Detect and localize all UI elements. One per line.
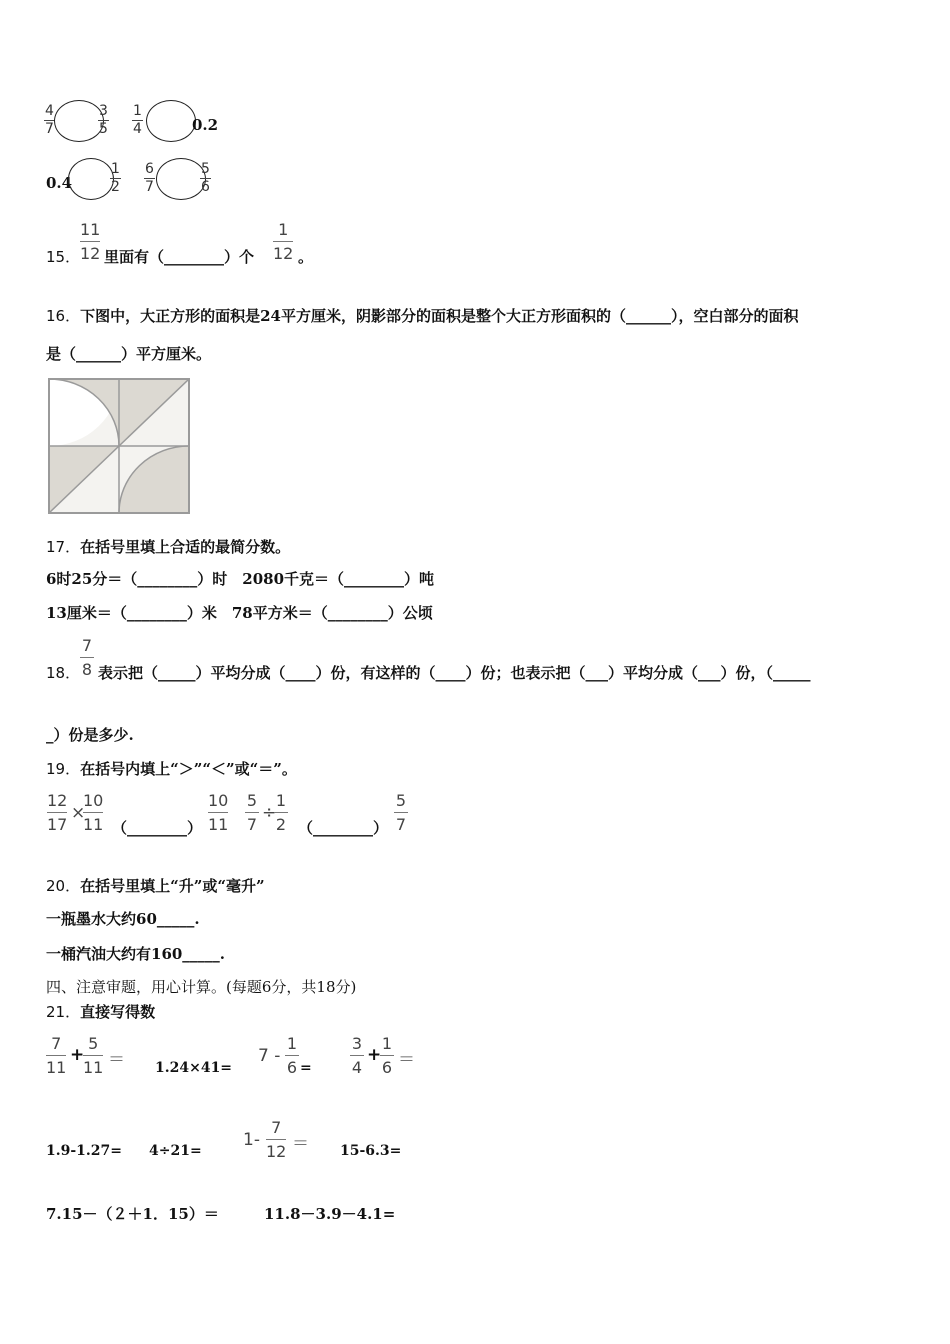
fraction: 5 6 (201, 161, 210, 195)
question-number: 17． (46, 538, 81, 556)
fraction: 1 2 (275, 791, 287, 834)
calc-item: 7.15－（２＋1．15）＝ (46, 1205, 219, 1223)
question-text: 表示把（_____）平均分成（____）份，有这样的（____）份；也表示把（___）平均分成（___）份，（_____ (98, 664, 811, 682)
fraction: 1 4 (133, 103, 142, 137)
expression-prefix: 7 - (258, 1046, 281, 1066)
question-text: 下图中，大正方形的面积是24平方厘米，阴影部分的面积是整个大正方形面积的（______），空白部分的面积 (80, 307, 799, 325)
question-text: 直接写得数 (80, 1003, 156, 1021)
value-text: 0.4 (46, 174, 73, 192)
question-text: 在括号里填上“升”或“毫升” (80, 877, 265, 895)
fraction: 1 6 (381, 1034, 393, 1077)
calc-item: 1.9-1.27= (46, 1143, 122, 1159)
equals: = (300, 1060, 312, 1076)
question-number: 19． (46, 760, 81, 778)
fraction: 5 7 (246, 791, 258, 834)
question-number: 21． (46, 1003, 81, 1021)
square-figure (47, 377, 191, 515)
operator: + (367, 1045, 382, 1065)
question-text: 。 (298, 248, 314, 266)
question-text: 里面有（________）个 (104, 248, 255, 266)
fraction: 12 17 (47, 791, 68, 834)
question-text: 在括号内填上“＞”“＜”或“＝”。 (80, 760, 297, 778)
equals: ＝ (292, 1134, 309, 1154)
question-line: 一桶汽油大约有160_____. (46, 945, 226, 963)
answer-oval[interactable] (146, 100, 196, 142)
expression-prefix: 1- (243, 1130, 260, 1150)
fraction: 1 12 (273, 220, 294, 263)
fraction: 5 11 (83, 1034, 104, 1077)
question-number: 18． (46, 664, 81, 682)
fraction: 5 7 (395, 791, 407, 834)
calc-item: 1.24×41= (155, 1060, 233, 1076)
fraction: 7 8 (81, 636, 93, 679)
equals: ＝ (108, 1050, 125, 1070)
calc-item: 11.8－3.9－4.1= (264, 1205, 396, 1223)
fraction: 7 11 (46, 1034, 67, 1077)
answer-oval[interactable] (68, 158, 114, 200)
fraction: 10 11 (208, 791, 229, 834)
fraction: 7 12 (266, 1118, 287, 1161)
operator: ÷ (262, 803, 277, 823)
value-text: 0.2 (192, 116, 219, 134)
question-line: 一瓶墨水大约60_____. (46, 910, 200, 928)
fraction: 3 4 (351, 1034, 363, 1077)
question-text-continued: _）份是多少. (46, 726, 134, 744)
section-heading: 四、注意审题，用心计算。(每题6分，共18分) (46, 978, 357, 996)
fraction: 11 12 (80, 220, 101, 263)
answer-oval[interactable] (54, 100, 104, 142)
fraction: 6 7 (145, 161, 154, 195)
operator: + (70, 1045, 85, 1065)
question-number: 20． (46, 877, 81, 895)
question-number: 16． (46, 307, 81, 325)
fraction: 1 6 (286, 1034, 298, 1077)
question-text: 在括号里填上合适的最简分数。 (80, 538, 291, 556)
calc-item: 15-6.3= (340, 1143, 402, 1159)
question-line: 6时25分＝（________）时 2080千克＝（________）吨 (46, 570, 435, 588)
calc-item: 4÷21= (149, 1143, 202, 1159)
answer-blank[interactable]: （________） (298, 819, 389, 837)
fraction: 1 2 (111, 161, 120, 195)
operator: × (71, 803, 86, 823)
fraction: 10 11 (83, 791, 104, 834)
answer-blank[interactable]: （________） (112, 819, 203, 837)
fraction: 3 5 (99, 103, 108, 137)
fraction: 4 7 (45, 103, 54, 137)
question-text-continued: 是（______）平方厘米。 (46, 345, 212, 363)
answer-oval[interactable] (156, 158, 206, 200)
question-line: 13厘米＝（________）米 78平方米＝（________）公顷 (46, 604, 433, 622)
question-number: 15． (46, 248, 81, 266)
equals: ＝ (398, 1050, 415, 1070)
